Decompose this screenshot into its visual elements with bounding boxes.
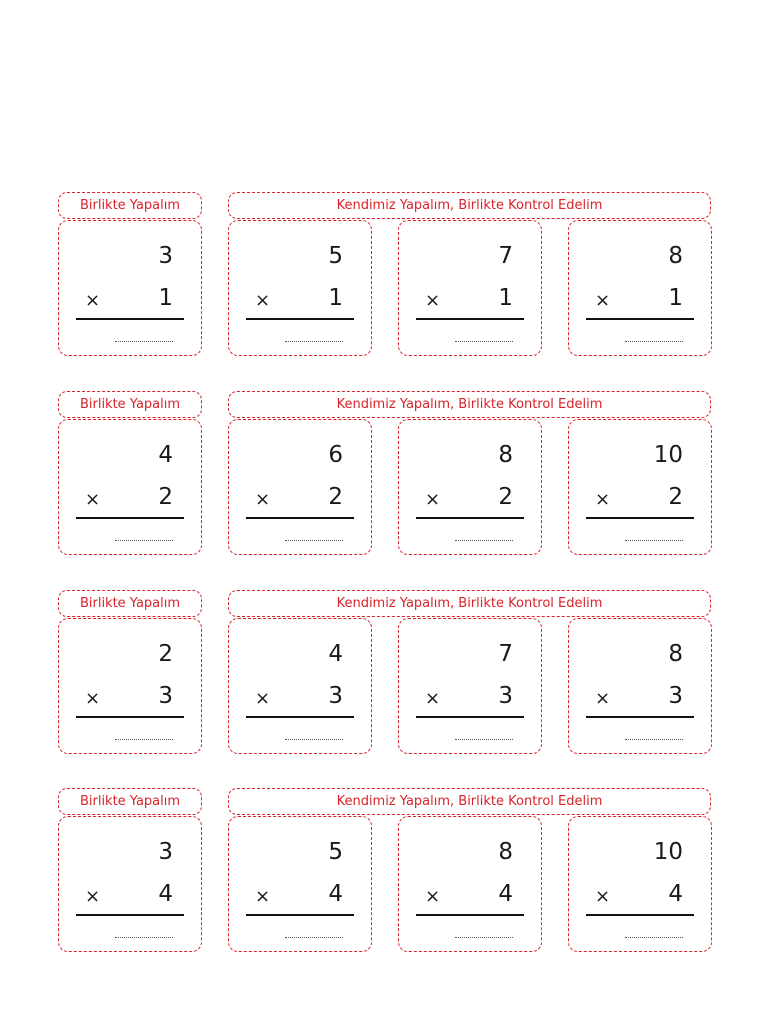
times-sign: × <box>595 489 611 510</box>
answer-blank[interactable] <box>285 341 343 342</box>
result-line <box>586 914 694 916</box>
result-line <box>416 318 524 320</box>
multiplier: 2 <box>328 484 343 510</box>
times-sign: × <box>255 290 271 311</box>
result-line <box>586 716 694 718</box>
multiplication-card <box>58 618 202 754</box>
answer-blank[interactable] <box>455 739 513 740</box>
multiplier: 1 <box>498 285 513 311</box>
multiplier: 4 <box>668 881 683 907</box>
multiplicand: 10 <box>653 839 683 865</box>
multiplication-card <box>398 618 542 754</box>
multiplicand: 6 <box>328 442 343 468</box>
times-sign: × <box>595 886 611 907</box>
multiplicand: 3 <box>158 839 173 865</box>
answer-blank[interactable] <box>115 937 173 938</box>
result-line <box>586 517 694 519</box>
answer-blank[interactable] <box>625 540 683 541</box>
multiplicand: 7 <box>498 243 513 269</box>
multiplicand: 5 <box>328 839 343 865</box>
answer-blank[interactable] <box>285 937 343 938</box>
self-check-label: Kendimiz Yapalım, Birlikte Kontrol Edelim <box>228 788 711 815</box>
multiplier: 2 <box>498 484 513 510</box>
answer-blank[interactable] <box>285 540 343 541</box>
multiplier: 2 <box>158 484 173 510</box>
times-sign: × <box>255 886 271 907</box>
times-sign: × <box>85 688 101 709</box>
times-sign: × <box>425 489 441 510</box>
multiplication-card <box>58 220 202 356</box>
multiplicand: 3 <box>158 243 173 269</box>
multiplier: 3 <box>158 683 173 709</box>
multiplier: 3 <box>498 683 513 709</box>
times-sign: × <box>595 290 611 311</box>
exercise-section <box>0 590 768 755</box>
multiplier: 3 <box>328 683 343 709</box>
result-line <box>416 716 524 718</box>
result-line <box>76 318 184 320</box>
answer-blank[interactable] <box>625 341 683 342</box>
multiplication-card <box>228 618 372 754</box>
answer-blank[interactable] <box>455 341 513 342</box>
multiplicand: 8 <box>668 641 683 667</box>
multiplication-card <box>58 816 202 952</box>
times-sign: × <box>85 489 101 510</box>
answer-blank[interactable] <box>625 937 683 938</box>
times-sign: × <box>255 489 271 510</box>
multiplication-card <box>398 419 542 555</box>
multiplication-card <box>228 220 372 356</box>
multiplier: 4 <box>328 881 343 907</box>
multiplier: 1 <box>668 285 683 311</box>
self-check-label: Kendimiz Yapalım, Birlikte Kontrol Edelim <box>228 192 711 219</box>
result-line <box>76 914 184 916</box>
multiplication-card <box>228 419 372 555</box>
times-sign: × <box>85 886 101 907</box>
multiplier: 4 <box>158 881 173 907</box>
times-sign: × <box>425 290 441 311</box>
times-sign: × <box>85 290 101 311</box>
guided-label: Birlikte Yapalım <box>58 192 202 219</box>
answer-blank[interactable] <box>285 739 343 740</box>
result-line <box>416 914 524 916</box>
result-line <box>246 517 354 519</box>
result-line <box>246 716 354 718</box>
multiplier: 4 <box>498 881 513 907</box>
times-sign: × <box>255 688 271 709</box>
result-line <box>416 517 524 519</box>
multiplier: 1 <box>158 285 173 311</box>
multiplication-card <box>568 618 712 754</box>
result-line <box>76 517 184 519</box>
times-sign: × <box>595 688 611 709</box>
times-sign: × <box>425 688 441 709</box>
answer-blank[interactable] <box>455 540 513 541</box>
multiplication-card <box>568 419 712 555</box>
multiplicand: 5 <box>328 243 343 269</box>
result-line <box>76 716 184 718</box>
answer-blank[interactable] <box>625 739 683 740</box>
multiplication-card <box>398 220 542 356</box>
result-line <box>586 318 694 320</box>
multiplier: 1 <box>328 285 343 311</box>
multiplier: 2 <box>668 484 683 510</box>
multiplication-card <box>58 419 202 555</box>
multiplicand: 4 <box>328 641 343 667</box>
self-check-label: Kendimiz Yapalım, Birlikte Kontrol Edelim <box>228 391 711 418</box>
self-check-label: Kendimiz Yapalım, Birlikte Kontrol Edelim <box>228 590 711 617</box>
answer-blank[interactable] <box>455 937 513 938</box>
multiplication-card <box>568 220 712 356</box>
multiplicand: 8 <box>498 839 513 865</box>
guided-label: Birlikte Yapalım <box>58 391 202 418</box>
multiplier: 3 <box>668 683 683 709</box>
multiplicand: 4 <box>158 442 173 468</box>
exercise-section <box>0 192 768 357</box>
multiplicand: 8 <box>668 243 683 269</box>
answer-blank[interactable] <box>115 540 173 541</box>
guided-label: Birlikte Yapalım <box>58 788 202 815</box>
answer-blank[interactable] <box>115 739 173 740</box>
exercise-section <box>0 788 768 953</box>
multiplicand: 8 <box>498 442 513 468</box>
result-line <box>246 318 354 320</box>
guided-label: Birlikte Yapalım <box>58 590 202 617</box>
multiplication-card <box>228 816 372 952</box>
multiplication-card <box>568 816 712 952</box>
multiplicand: 7 <box>498 641 513 667</box>
times-sign: × <box>425 886 441 907</box>
multiplicand: 10 <box>653 442 683 468</box>
multiplicand: 2 <box>158 641 173 667</box>
answer-blank[interactable] <box>115 341 173 342</box>
exercise-section <box>0 391 768 556</box>
result-line <box>246 914 354 916</box>
multiplication-card <box>398 816 542 952</box>
